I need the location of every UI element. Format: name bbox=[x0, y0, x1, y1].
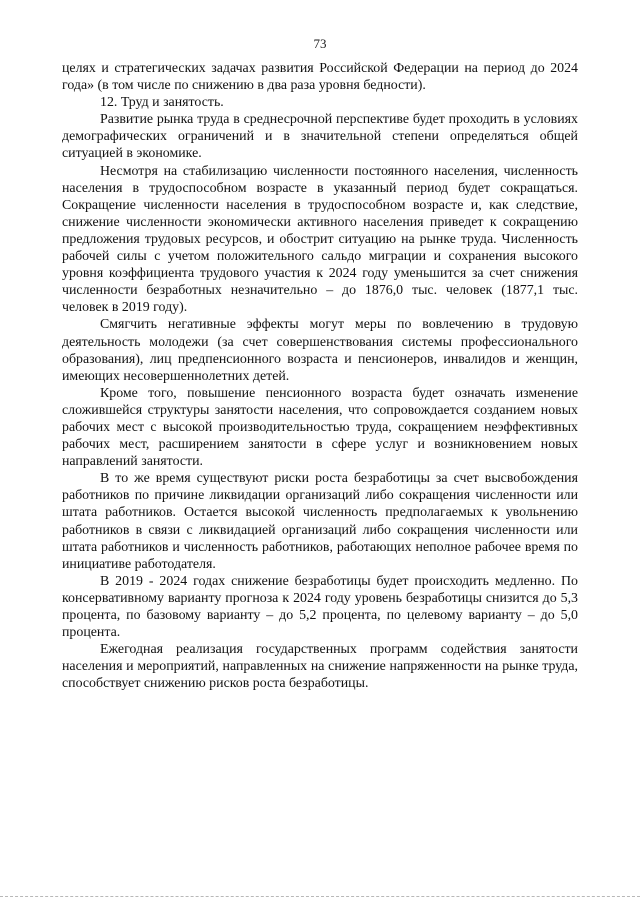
paragraph-continuation: целях и стратегических задачах развития Российской Федерации на период до 2024 года» (в том числе по снижению в два раза уровня бедности). bbox=[62, 61, 578, 94]
paragraph: Несмотря на стабилизацию численности постоянного населения, численность населения в трудоспособном возрасте в указанный период будет сокращаться. Сокращение численности населения в трудоспособном возрасте и, как следствие, снижение численности экономически активного населения приведет к сокращению предложения трудовых ресурсов, и обострит ситуацию на рынке труда. Численность рабочей силы с учетом положительного сальдо миграции и сохранения высокого уровня коэффициента трудового участия к 2024 году уменьшится за счет снижения численности безработных незначительно – до 1876,0 тыс. человек (1877,1 тыс. человек в 2019 году). bbox=[62, 163, 578, 316]
paragraph: Развитие рынка труда в среднесрочной перспективе будет проходить в условиях демографических ограничений и в значительной степени определяться общей ситуацией в экономике. bbox=[62, 112, 578, 162]
document-body bbox=[62, 60, 578, 692]
paragraph: Кроме того, повышение пенсионного возраста будет означать изменение сложившейся структуры занятости населения, что сопровождается созданием новых рабочих мест с высокой производительностью труда, сокращением неэффективных рабочих мест, расширением занятости в сфере услуг и возникновением новых направлений занятости. bbox=[62, 385, 578, 470]
section-heading: 12. Труд и занятость. bbox=[100, 95, 224, 111]
paragraph: В то же время существуют риски роста безработицы за счет высвобождения работников по причине ликвидации организаций либо сокращения численности или штата работников. Остается высокой численность предполагаемых к увольнению работников в связи с ликвидацией организаций либо сокращения численности или штата работников и численность работников, работающих неполное рабочее время по инициативе работодателя. bbox=[62, 471, 578, 572]
paragraph: В 2019 - 2024 годах снижение безработицы будет происходить медленно. По консервативному варианту прогноза к 2024 году уровень безработицы снизится до 5,3 процента, по базовому варианту – до 5,2 процента, по целевому варианту – до 5,0 процента. bbox=[62, 573, 578, 641]
page-number: 73 bbox=[313, 36, 327, 51]
paragraph: Смягчить негативные эффекты могут меры по вовлечению в трудовую деятельность молодежи (за счет совершенствования системы профессионального образования), лиц предпенсионного возраста и пенсионеров, инвалидов и женщин, имеющих несовершеннолетних детей. bbox=[62, 317, 578, 384]
paragraph: Ежегодная реализация государственных программ содействия занятости населения и мероприятий, направленных на снижение напряженности на рынке труда, способствует снижению рисков роста безработицы. bbox=[62, 642, 578, 692]
scan-edge-line bbox=[0, 896, 640, 897]
